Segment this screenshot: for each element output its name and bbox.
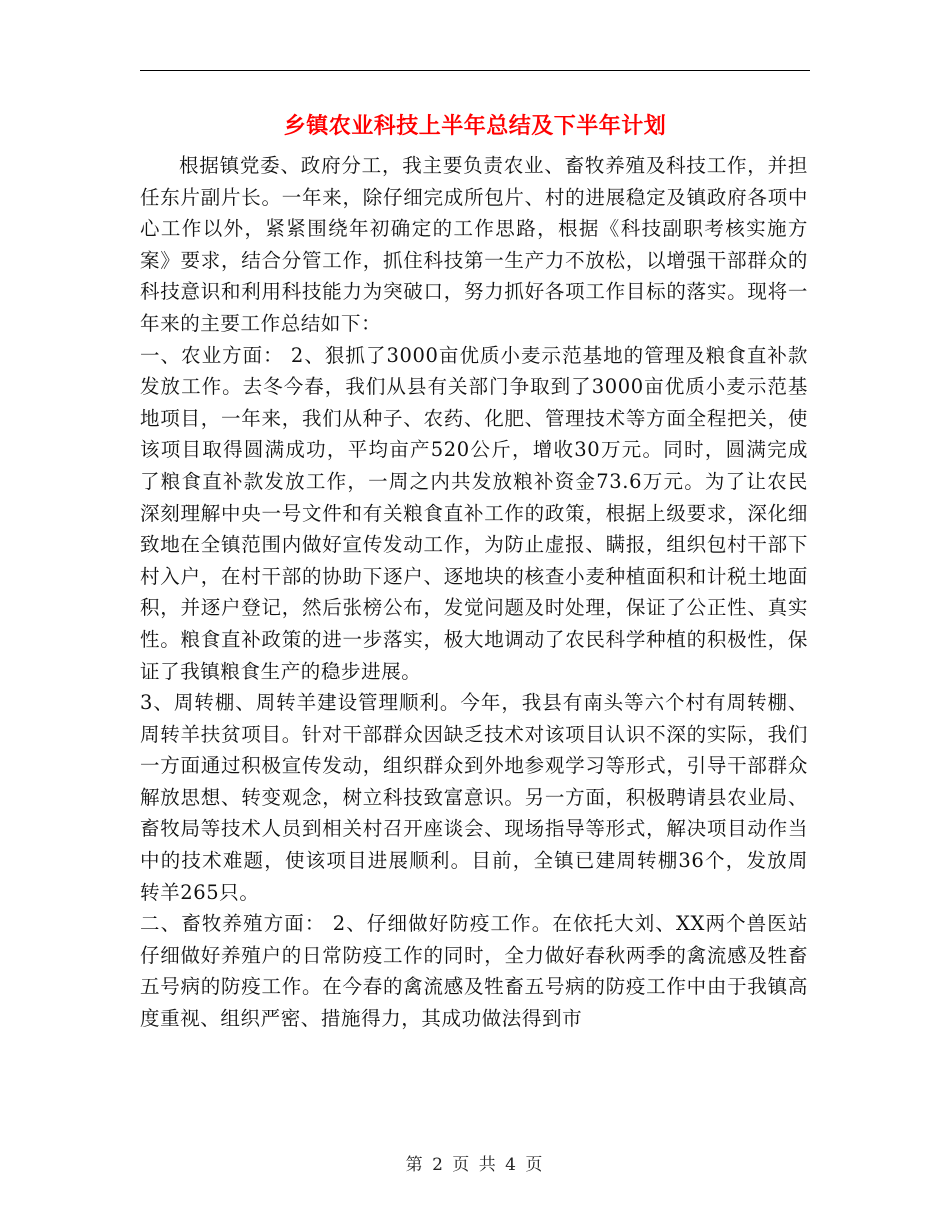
paragraph-livestock: 二、畜牧养殖方面： 2、仔细做好防疫工作。在依托大刘、XX两个兽医站仔细做好养殖户的日常防疫工作的同时，全力做好春秋两季的禽流感及牲畜五号病的防疫工作。在今春的禽流感及牲畜五号病的防疫工作中由于我镇高度重视、组织严密、措施得力，其成功做法得到市 xyxy=(140,912,808,1031)
document-body xyxy=(140,150,808,1035)
document-title: 乡镇农业科技上半年总结及下半年计划 xyxy=(283,114,667,139)
page-number-label: 第 2 页 共 4 页 xyxy=(405,1155,545,1175)
header-rule xyxy=(140,70,810,71)
paragraph-agriculture: 一、农业方面： 2、狠抓了3000亩优质小麦示范基地的管理及粮食直补款发放工作。去冬今春，我们从县有关部门争取到了3000亩优质小麦示范基地项目，一年来，我们从种子、农药、化肥、管理技术等方面全程把关，使该项目取得圆满成功，平均亩产520公斤，增收30万元。同时，圆满完成了粮食直补款发放工作，一周之内共发放粮补资金73.6万元。为了让农民深刻理解中央一号文件和有关粮食直补工作的政策，根据上级要求，深化细致地在全镇范围内做好宣传发动工作，为防止虚报、瞒报，组织包村干部下村入户，在村干部的协助下逐户、逐地块的核查小麦种植面积和计税土地面积，并逐户登记，然后张榜公布，发觉问题及时处理，保证了公正性、真实性。粮食直补政策的进一步落实，极大地调动了农民科学种植的积极性，保证了我镇粮食生产的稳步进展。 xyxy=(140,343,808,683)
paragraph-intro: 根据镇党委、政府分工，我主要负责农业、畜牧养殖及科技工作，并担任东片副片长。一年来，除仔细完成所包片、村的进展稳定及镇政府各项中心工作以外，紧紧围绕年初确定的工作思路，根据《科技副职考核实施方案》要求，结合分管工作，抓住科技第一生产力不放松，以增强干部群众的科技意识和利用科技能力为突破口，努力抓好各项工作目标的落实。现将一年来的主要工作总结如下： xyxy=(140,154,808,335)
page-footer xyxy=(140,1154,810,1176)
paragraph-turnover-sheds: 3、周转棚、周转羊建设管理顺利。今年，我县有南头等六个村有周转棚、周转羊扶贫项目。针对干部群众因缺乏技术对该项目认识不深的实际，我们一方面通过积极宣传发动，组织群众到外地参观学习等形式，引导干部群众解放思想、转变观念，树立科技致富意识。另一方面，积极聘请县农业局、畜牧局等技术人员到相关村召开座谈会、现场指导等形式，解决项目动作当中的技术难题，使该项目进展顺利。目前，全镇已建周转棚36个，发放周转羊265只。 xyxy=(140,691,808,904)
